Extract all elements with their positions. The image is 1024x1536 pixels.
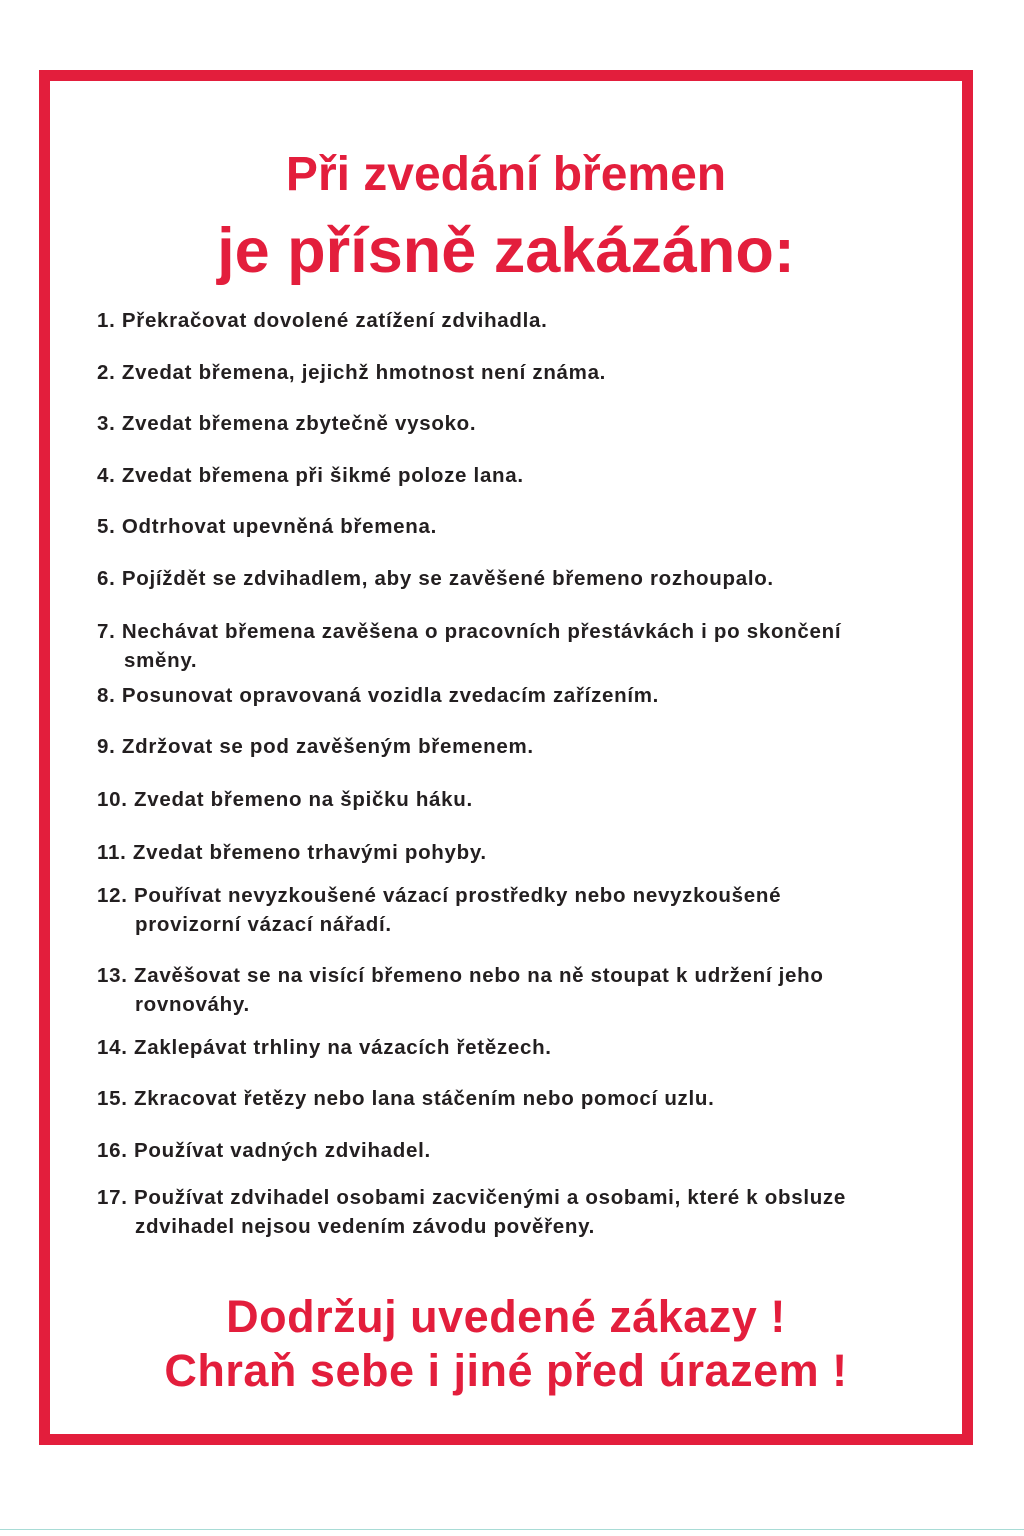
- rule-number: 14.: [97, 1036, 128, 1059]
- rule-item-12: [97, 881, 937, 939]
- rule-number: 2.: [97, 361, 116, 384]
- rule-text: Zvedat břemena, jejichž hmotnost není známa.: [121, 361, 607, 384]
- rule-number: 16.: [97, 1139, 128, 1162]
- rule-text: Pouřívat nevyzkoušené vázací prostředky nebo nevyzkoušené: [134, 884, 782, 907]
- rule-item-13: [97, 961, 937, 1019]
- rule-number: 10.: [97, 788, 128, 811]
- rule-number: 1.: [97, 309, 116, 332]
- rule-number: 12.: [97, 884, 128, 907]
- rule-number: 4.: [97, 464, 116, 487]
- rule-number: 5.: [97, 515, 116, 538]
- rule-item-17: [97, 1183, 937, 1241]
- bottom-divider: [0, 1529, 1024, 1530]
- rule-number: 17.: [97, 1186, 128, 1209]
- rule-item-4: [97, 461, 937, 490]
- rule-text: Zvedat břemena při šikmé poloze lana.: [121, 464, 524, 487]
- rule-text: Zdržovat se pod zavěšeným břemenem.: [121, 735, 534, 758]
- rule-text-continued: zdvihadel nejsou vedením závodu pověřeny.: [135, 1215, 596, 1238]
- rule-number: 13.: [97, 964, 128, 987]
- sign-title-line-2: je přísně zakázáno:: [217, 216, 795, 286]
- rule-item-10: [97, 785, 937, 814]
- rule-item-2: [97, 358, 937, 387]
- sign-footer-line-2: Chraň sebe i jiné před úrazem !: [164, 1345, 848, 1396]
- rule-text: Používat vadných zdvihadel.: [134, 1139, 431, 1162]
- rule-text-continued: provizorní vázací nářadí.: [135, 913, 392, 936]
- rule-item-14: [97, 1033, 937, 1062]
- rule-item-7: [97, 617, 937, 675]
- rule-number: 8.: [97, 684, 116, 707]
- rule-text: Zvedat břemeno na špičku háku.: [134, 788, 473, 811]
- rule-item-15: [97, 1084, 937, 1113]
- rule-text: Zvedat břemena zbytečně vysoko.: [121, 412, 477, 435]
- rule-text: Zavěšovat se na visící břemeno nebo na ně stoupat k udržení jeho: [134, 964, 824, 987]
- rule-number: 9.: [97, 735, 116, 758]
- rule-text-continued: rovnováhy.: [135, 993, 250, 1016]
- rule-item-8: [97, 681, 937, 710]
- prohibition-sign: [39, 70, 973, 1445]
- rule-text: Nechávat břemena zavěšena o pracovních přestávkách i po skončení: [121, 620, 842, 643]
- rule-text: Zvedat břemeno trhavými pohyby.: [132, 841, 487, 864]
- rule-text: Zaklepávat trhliny na vázacích řetězech.: [134, 1036, 552, 1059]
- rule-number: 15.: [97, 1087, 128, 1110]
- sign-title-line-1: Při zvedání břemen: [285, 148, 727, 201]
- rule-item-16: [97, 1136, 937, 1165]
- rule-number: 11.: [97, 841, 127, 864]
- rule-item-6: [97, 564, 937, 593]
- rule-number: 7.: [97, 620, 116, 643]
- rule-item-1: [97, 306, 937, 335]
- rule-item-5: [97, 512, 937, 541]
- sign-footer-line-1: Dodržuj uvedené zákazy !: [226, 1291, 786, 1342]
- rule-text-continued: směny.: [124, 649, 198, 672]
- rule-number: 3.: [97, 412, 116, 435]
- rule-text: Zkracovat řetězy nebo lana stáčením nebo pomocí uzlu.: [134, 1087, 715, 1110]
- rule-number: 6.: [97, 567, 116, 590]
- rule-text: Odtrhovat upevněná břemena.: [121, 515, 437, 538]
- rule-text: Pojíždět se zdvihadlem, aby se zavěšené břemeno rozhoupalo.: [121, 567, 774, 590]
- rule-text: Používat zdvihadel osobami zacvičenými a osobami, které k obsluze: [134, 1186, 846, 1209]
- rule-item-11: [97, 838, 937, 867]
- rule-text: Posunovat opravovaná vozidla zvedacím zařízením.: [121, 684, 660, 707]
- rule-item-9: [97, 732, 937, 761]
- rule-item-3: [97, 409, 937, 438]
- rule-text: Překračovat dovolené zatížení zdvihadla.: [121, 309, 548, 332]
